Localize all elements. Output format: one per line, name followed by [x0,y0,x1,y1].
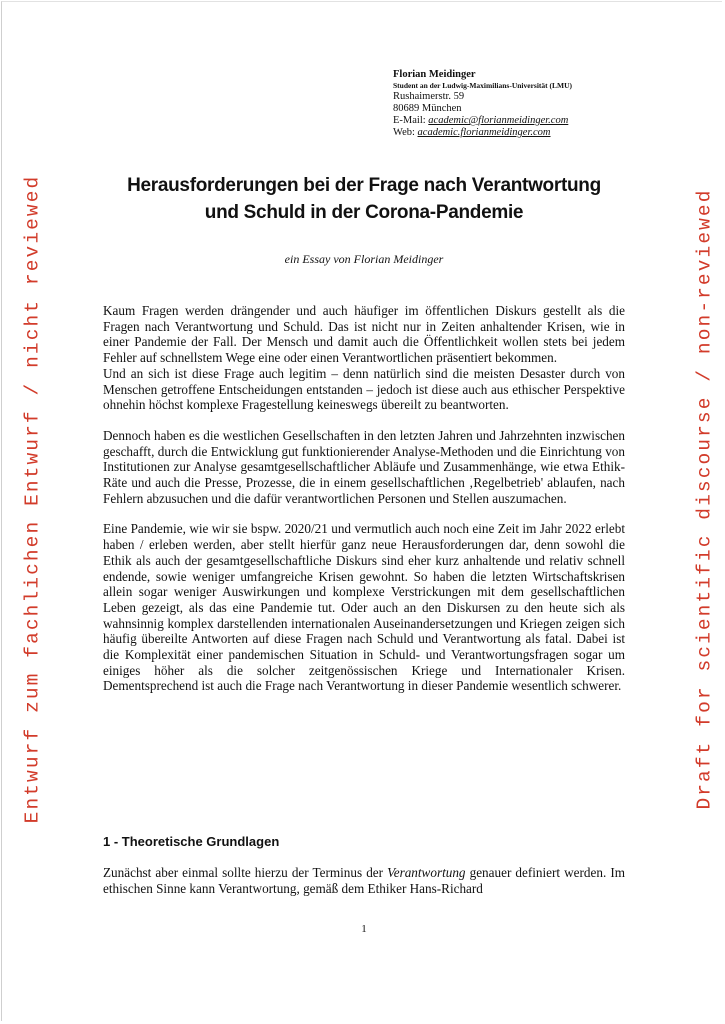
body-text [103,303,625,694]
web-link[interactable]: academic.florianmeidinger.com [417,127,551,138]
term-verantwortung: Verantwortung [387,865,466,880]
email-label: E-Mail: [393,115,429,126]
paragraph [103,865,625,896]
side-note-left: Entwurf zum fachlichen Entwurf / nicht reviewed [21,174,44,824]
paper-title [103,172,625,226]
author-address-block [393,69,653,139]
byline: ein Essay von Florian Meidinger [284,252,444,266]
author-web-line [393,127,653,139]
paragraph: Und an sich ist diese Frage auch legitim – denn natürlich sind die meisten Desaster durch von Menschen getroffene Entscheidungen entstanden – jedoch ist diese auch aus ethischer Perspektive ohnehin höchst komplexe Fragestellung keineswegs übereilt zu beantworten. [103,365,625,413]
section-body-text [103,865,625,896]
page-number: 1 [361,923,367,935]
paragraph: Eine Pandemie, wie wir sie bspw. 2020/21 und vermutlich auch noch eine Zeit im Jahr 2022 erlebt haben / erleben werden, aber stellt hierfür ganz neue Herausforderungen dar, denn sowohl die Ethik als auch der gesamtgesellschaftliche Diskurs sind eher kurz anhaltende und relativ schnell endende, sowie weniger umfangreiche Krisen gewohnt. So haben die letzten Wirtschaftskrisen allein sogar weniger Auswirkungen und komplexe Verstrickungen mit dem gesellschaftlichen Leben gezeigt, als das eine Pandemie tut. Oder auch an den Diskursen zu den heute sich als wahnsinnig komplex darstellenden internationalen Auseinandersetzungen und Kriegen zeigen sich häufig übereilte Antworten auf diese Fragen nach Schuld und Verantwortung als fatal. Dabei ist die Komplexität einer pandemischen Situation in Schuld- und Verantwortungsfragen sogar um einiges höher als die solcher zeitgenössischen Kriege und Internationaler Krisen. Dementsprechend ist auch die Frage nach Verantwortung in dieser Pandemie wesentlich schwerer. [103,521,625,694]
title-line-1: Herausforderungen bei der Frage nach Verantwortung [127,175,601,196]
author-street: Rushaimerstr. 59 [393,91,465,102]
side-note-right: Draft for scientific discourse / non-reviewed [694,187,716,810]
author-name: Florian Meidinger [393,69,476,80]
paragraph: Kaum Fragen werden drängender und auch häufiger im öffentlichen Diskurs gestellt als die Fragen nach Verantwortung und Schuld. Das ist nicht nur in Zeiten anhaltender Krisen, wie in einer Pandemie der Fall. Der Mensch und damit auch die Öffentlichkeit wollen stets bei jedem Fehler auf schnellstem Wege eine oder einen Verantwortlichen präsentiert bekommen. [103,303,625,366]
side-note-right-container [690,187,720,810]
email-link[interactable]: academic@florianmeidinger.com [428,115,569,126]
section-heading: 1 - Theoretische Grundlagen [103,834,280,849]
section-text-end: genauer definiert werden. Im ethischen Sinne kann Verantwortung, gemäß dem Ethiker Hans-Richard [103,865,625,896]
paragraph: Dennoch haben es die westlichen Gesellschaften in den letzten Jahren und Jahrzehnten inzwischen geschafft, durch die Entwicklung gut funktionierender Analyse-Methoden und die Einrichtung von Institutionen zur Analyse gesamtgesellschaftlicher Abläufe und Zusammenhänge, wie etwa Ethik-Räte und auch die Presse, Prozesse, die in einem gesellschaftlichen ‚Regelbetrieb' ablaufen, nach Fehlern abzusuchen und die dafür verantwortlichen Personen und Stellen auszumachen. [103,427,625,506]
section-text-start: Zunächst aber einmal sollte hierzu der Terminus der [103,865,388,880]
author-affiliation: Student an der Ludwig-Maximilians-Universität (LMU) [393,81,573,90]
web-label: Web: [393,127,418,138]
side-note-left-container [17,174,47,824]
author-email-line [393,115,653,127]
title-line-2: und Schuld in der Corona-Pandemie [204,202,524,223]
author-city: 80689 München [393,103,462,114]
